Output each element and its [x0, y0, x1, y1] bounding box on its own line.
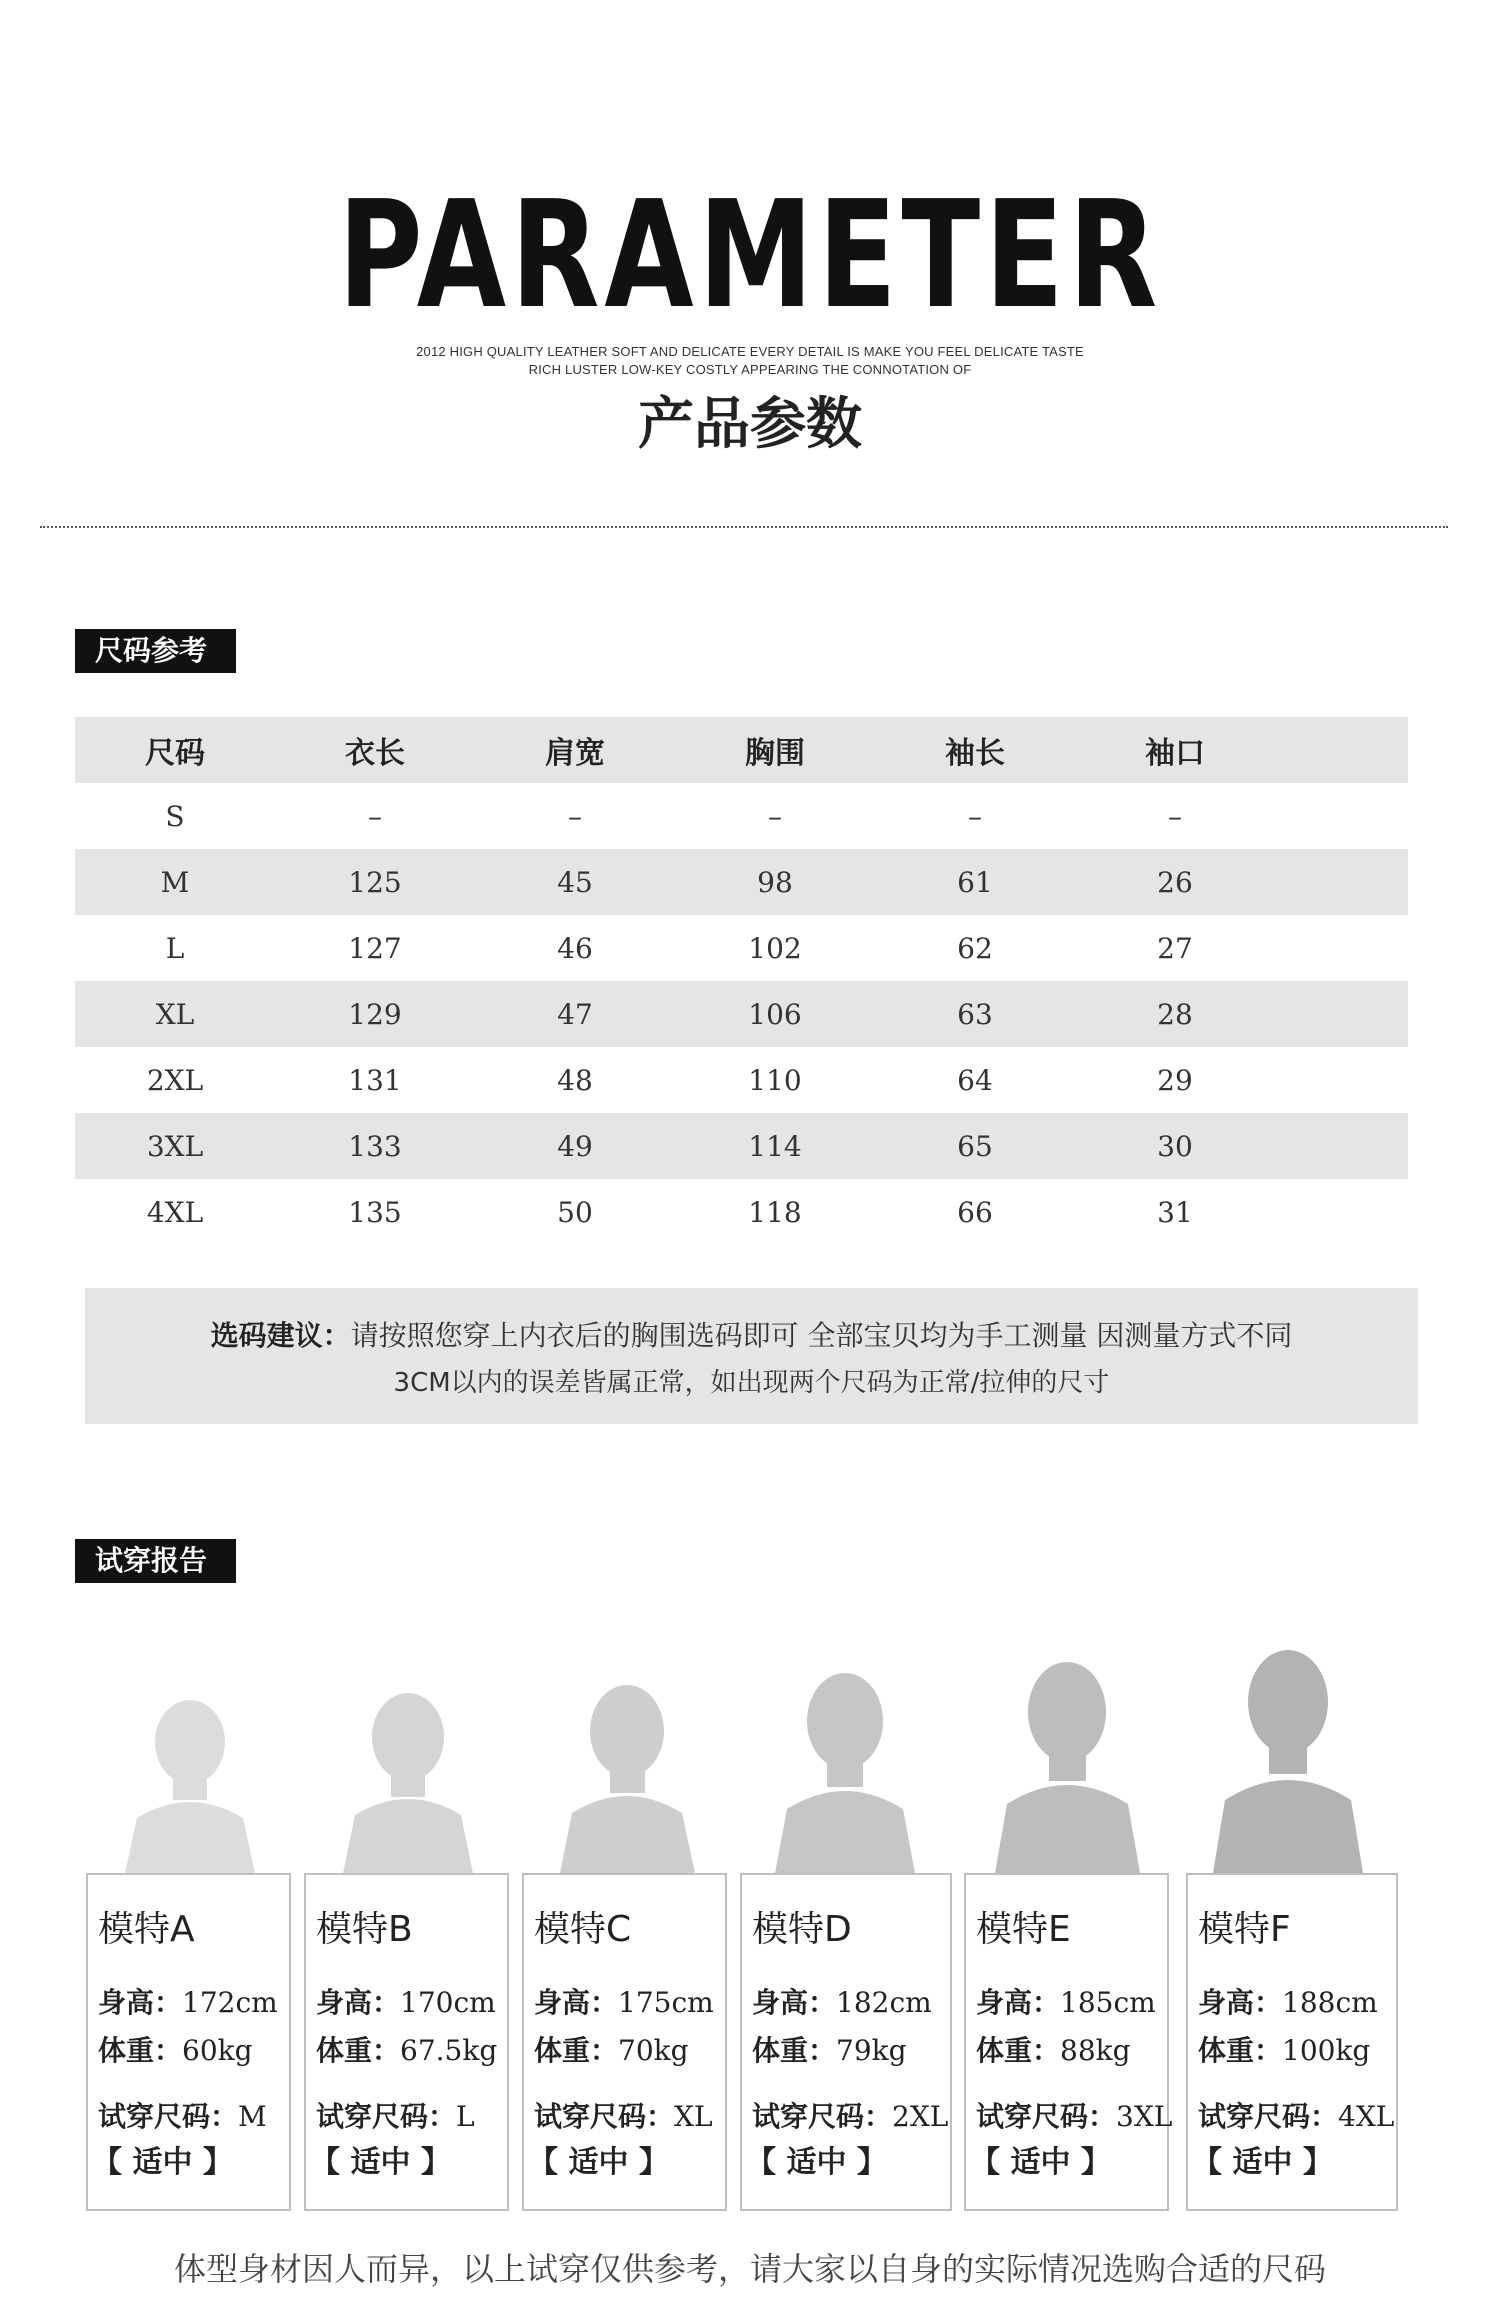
fit-rating: 【 适中 】: [310, 2145, 451, 2180]
tagline-line-1: 2012 HIGH QUALITY LEATHER SOFT AND DELICATE EVERY DETAIL IS MAKE YOU FEEL DELICATE TASTE: [416, 344, 1084, 359]
size-value: 3XL: [1116, 2100, 1173, 2133]
table-cell: 102: [748, 931, 802, 965]
table-cell: 48: [557, 1063, 593, 1097]
table-cell: 135: [348, 1195, 402, 1229]
height-label: 身高：: [752, 1986, 837, 2019]
model-name: 模特E: [976, 1909, 1071, 1950]
model-card: [964, 1873, 1173, 2211]
height-label: 身高：: [98, 1986, 183, 2019]
weight-label: 体重：: [316, 2034, 401, 2067]
model-weight: [752, 2029, 907, 2069]
weight-value: 60kg: [182, 2034, 253, 2067]
advice-label: 选码建议：: [210, 1319, 351, 1352]
height-value: 170cm: [400, 1986, 496, 2019]
model-size: [1198, 2095, 1394, 2135]
table-cell: –: [968, 799, 982, 833]
model-size: [976, 2095, 1172, 2135]
fit-rating: 【 适中 】: [746, 2145, 887, 2180]
section-divider: [40, 526, 1448, 528]
table-row: [75, 1113, 1408, 1179]
size-label: 试穿尺码：: [316, 2100, 457, 2133]
fit-rating: 【 适中 】: [1192, 2145, 1333, 2180]
model-weight: [534, 2029, 689, 2069]
column-header: 袖长: [945, 736, 1005, 771]
height-value: 175cm: [618, 1986, 714, 2019]
table-cell: 110: [748, 1063, 802, 1097]
table-cell: 131: [348, 1063, 402, 1097]
fit-section-label: 试穿报告: [75, 1539, 236, 1583]
table-row: [75, 1179, 1408, 1245]
table-cell: 63: [957, 997, 993, 1031]
table-cell: –: [368, 799, 382, 833]
weight-label: 体重：: [976, 2034, 1061, 2067]
tagline-line-2: RICH LUSTER LOW-KEY COSTLY APPEARING THE CONNOTATION OF: [528, 362, 972, 377]
height-label: 身高：: [316, 1986, 401, 2019]
model-height: [316, 1981, 496, 2021]
advice-text: 请按照您穿上内衣后的胸围选码即可 全部宝贝均为手工测量 因测量方式不同: [350, 1319, 1293, 1352]
weight-value: 100kg: [1282, 2034, 1371, 2067]
table-cell: 127: [348, 931, 402, 965]
table-cell: 50: [557, 1195, 593, 1229]
page-title: PARAMETER: [338, 169, 1162, 341]
table-cell: 64: [957, 1063, 993, 1097]
model-silhouette-b: [333, 1683, 483, 1873]
table-cell: 65: [957, 1129, 993, 1163]
table-cell: 31: [1157, 1195, 1193, 1229]
model-silhouette-c: [550, 1675, 705, 1873]
table-cell: 49: [557, 1129, 593, 1163]
column-header: 肩宽: [545, 736, 605, 771]
model-card: [304, 1873, 509, 2211]
weight-value: 67.5kg: [400, 2034, 498, 2067]
model-card: [1186, 1873, 1398, 2211]
size-label: 试穿尺码：: [98, 2100, 239, 2133]
table-cell: 98: [757, 865, 793, 899]
table-row: [75, 783, 1408, 849]
model-size: [98, 2095, 267, 2135]
size-value: 4XL: [1338, 2100, 1395, 2133]
table-cell: M: [160, 865, 190, 899]
table-cell: 61: [957, 865, 993, 899]
table-cell: 29: [1157, 1063, 1193, 1097]
height-label: 身高：: [1198, 1986, 1283, 2019]
table-cell: 27: [1157, 931, 1193, 965]
size-label: 试穿尺码：: [752, 2100, 893, 2133]
table-cell: 46: [557, 931, 593, 965]
size-label: 试穿尺码：: [1198, 2100, 1339, 2133]
model-name: 模特A: [98, 1909, 195, 1950]
table-cell: –: [768, 799, 782, 833]
table-cell: 129: [348, 997, 402, 1031]
height-label: 身高：: [534, 1986, 619, 2019]
table-cell: 28: [1157, 997, 1193, 1031]
model-height: [752, 1981, 932, 2021]
advice-line-1: [85, 1314, 1418, 1354]
model-name: 模特B: [316, 1909, 413, 1950]
size-advice-box: [85, 1288, 1418, 1424]
model-card: [86, 1873, 291, 2211]
table-cell: 3XL: [146, 1129, 204, 1163]
size-value: L: [456, 2100, 475, 2133]
column-header: 衣长: [345, 736, 405, 771]
model-card: [740, 1873, 952, 2211]
table-cell: 2XL: [146, 1063, 204, 1097]
column-header: 袖口: [1145, 736, 1205, 771]
weight-label: 体重：: [752, 2034, 837, 2067]
size-section-label: 尺码参考: [75, 629, 236, 673]
model-weight: [316, 2029, 497, 2069]
model-size: [752, 2095, 948, 2135]
page-subtitle: 产品参数: [638, 392, 862, 457]
column-header: 胸围: [745, 736, 805, 771]
weight-value: 79kg: [836, 2034, 907, 2067]
model-silhouette-f: [1203, 1640, 1373, 1873]
table-cell: 66: [957, 1195, 993, 1229]
column-header: 尺码: [145, 736, 205, 771]
table-cell: S: [165, 799, 185, 833]
height-value: 185cm: [1060, 1986, 1156, 2019]
height-value: 172cm: [182, 1986, 278, 2019]
table-cell: 4XL: [146, 1195, 204, 1229]
table-cell: 118: [748, 1195, 802, 1229]
table-cell: 30: [1157, 1129, 1193, 1163]
weight-value: 88kg: [1060, 2034, 1131, 2067]
size-label: 试穿尺码：: [976, 2100, 1117, 2133]
size-value: 2XL: [892, 2100, 949, 2133]
weight-label: 体重：: [534, 2034, 619, 2067]
model-height: [534, 1981, 714, 2021]
size-table: [75, 717, 1408, 1245]
model-name: 模特C: [534, 1909, 632, 1950]
table-row: [75, 849, 1408, 915]
model-silhouette-d: [765, 1663, 925, 1873]
height-label: 身高：: [976, 1986, 1061, 2019]
size-value: M: [238, 2100, 267, 2133]
table-cell: 133: [348, 1129, 402, 1163]
size-value: XL: [674, 2100, 713, 2133]
weight-value: 70kg: [618, 2034, 689, 2067]
table-row: [75, 915, 1408, 981]
model-silhouette-e: [985, 1652, 1150, 1873]
model-name: 模特D: [752, 1909, 852, 1950]
table-cell: –: [1168, 799, 1182, 833]
fit-rating: 【 适中 】: [528, 2145, 669, 2180]
model-weight: [98, 2029, 253, 2069]
table-cell: –: [568, 799, 582, 833]
model-height: [976, 1981, 1156, 2021]
fit-rating: 【 适中 】: [970, 2145, 1111, 2180]
model-size: [316, 2095, 475, 2135]
weight-label: 体重：: [1198, 2034, 1283, 2067]
model-weight: [976, 2029, 1131, 2069]
table-cell: 47: [557, 997, 593, 1031]
model-size: [534, 2095, 713, 2135]
model-weight: [1198, 2029, 1370, 2069]
table-header-row: [75, 717, 1408, 783]
model-card: [522, 1873, 727, 2211]
model-height: [98, 1981, 278, 2021]
table-cell: L: [165, 931, 185, 965]
table-row: [75, 1047, 1408, 1113]
table-cell: 62: [957, 931, 993, 965]
height-value: 182cm: [836, 1986, 932, 2019]
model-name: 模特F: [1198, 1909, 1291, 1950]
model-silhouette-a: [115, 1690, 265, 1873]
height-value: 188cm: [1282, 1986, 1378, 2019]
table-cell: XL: [155, 997, 195, 1031]
fit-rating: 【 适中 】: [92, 2145, 233, 2180]
table-cell: 26: [1157, 865, 1193, 899]
model-height: [1198, 1981, 1378, 2021]
table-row: [75, 981, 1408, 1047]
advice-line-2: 3CM以内的误差皆属正常，如出现两个尺码为正常/拉伸的尺寸: [393, 1368, 1110, 1398]
table-cell: 45: [557, 865, 593, 899]
table-cell: 114: [748, 1129, 802, 1163]
weight-label: 体重：: [98, 2034, 183, 2067]
fit-disclaimer: 体型身材因人而异，以上试穿仅供参考，请大家以自身的实际情况选购合适的尺码: [173, 2250, 1326, 2288]
table-cell: 106: [748, 997, 802, 1031]
table-cell: 125: [348, 865, 402, 899]
size-label: 试穿尺码：: [534, 2100, 675, 2133]
